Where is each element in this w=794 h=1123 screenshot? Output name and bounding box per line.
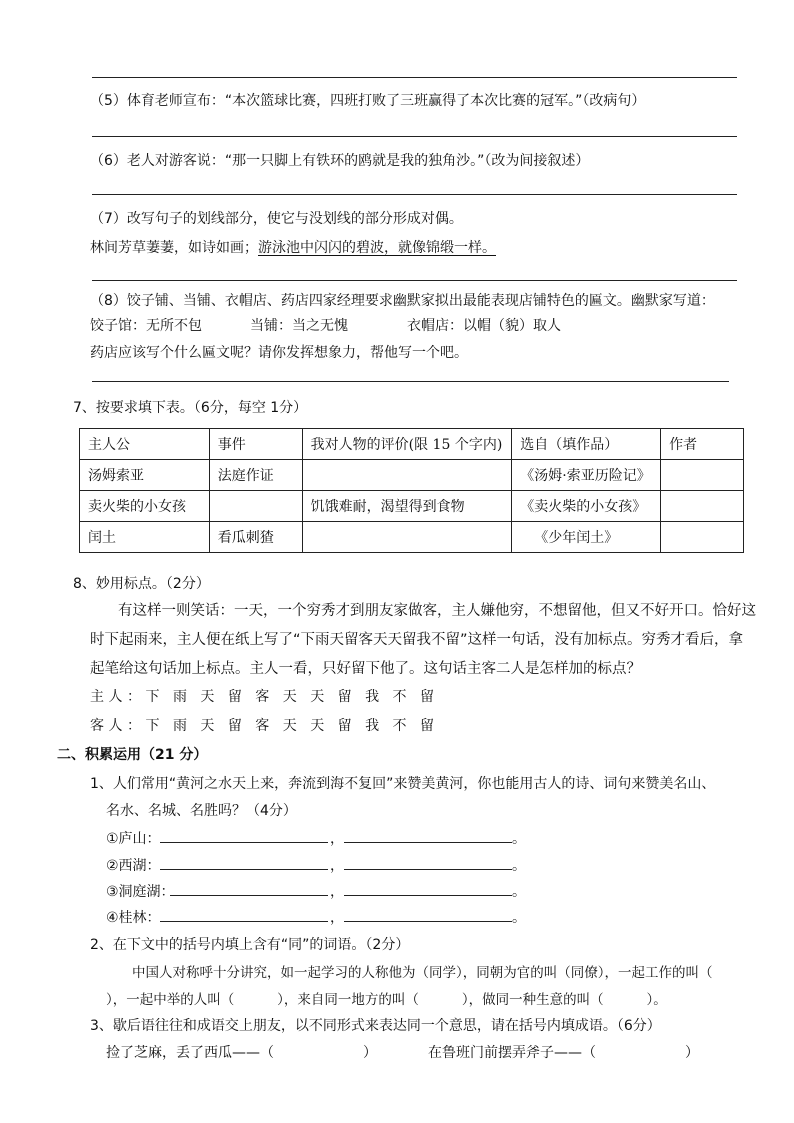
- section-8-paragraph-line1: 有这样一则笑话：一天，一个穷秀才到朋友家做客，主人嫌他穷，不想留他，但又不好开口。恰好这: [118, 603, 756, 619]
- q1-line2: 名水、名城、名胜吗？（4分）: [106, 803, 297, 819]
- question-8-shop2: 当铺：当之无愧: [250, 318, 348, 334]
- question-8-shop3: 衣帽店：以帽（貌）取人: [407, 318, 561, 334]
- blank-line[interactable]: [344, 869, 512, 870]
- table-header-cell: 选自（填作品）: [512, 429, 661, 460]
- answer-line-q8[interactable]: [92, 381, 729, 382]
- q1-line1: 1、人们常用“黄河之水天上来，奔流到海不复回”来赞美黄河，你也能用古人的诗、词句来赞美名山、: [90, 776, 716, 792]
- question-8-shop1: 饺子馆：无所不包: [90, 318, 202, 334]
- comma: ，: [330, 858, 344, 874]
- answer-line-q5[interactable]: [92, 136, 737, 137]
- table-row: [80, 491, 744, 522]
- question-8-line3: 药店应该写个什么匾文呢？请你发挥想象力，帮他写一个吧。: [90, 345, 468, 361]
- q1-item-lushan: ①庐山：: [106, 831, 161, 847]
- question-7-underlined: 游泳池中闪闪的碧波，就像锦缎一样。: [258, 240, 496, 256]
- period: 。: [512, 831, 526, 847]
- answer-line-top: [92, 77, 737, 78]
- answer-line-q6[interactable]: [92, 194, 737, 195]
- table-header-cell: 主人公: [80, 429, 210, 460]
- table-cell: 卖火柴的小女孩: [80, 491, 210, 522]
- table-row: [80, 460, 744, 491]
- q2-line2: 中国人对称呼十分讲究，如一起学习的人称他为（同学），同朝为官的叫（同僚），一起工作的叫（: [132, 965, 713, 981]
- section-8-paragraph-line2: 时下起雨来，主人便在纸上写了“下雨天留客天天留我不留”这样一句话，没有加标点。穷秀才看后，拿: [90, 632, 744, 648]
- fill-table: [79, 428, 744, 553]
- table-cell: 饥饿难耐，渴望得到食物: [302, 491, 512, 522]
- question-5: （5）体育老师宣布：“本次篮球比赛，四班打败了三班赢得了本次比赛的冠军。”（改病句）: [90, 93, 646, 109]
- question-7-prefix: 林间芳草萋萋，如诗如画；: [90, 240, 258, 256]
- period: 。: [512, 910, 526, 926]
- guest-sentence: 客人：下 雨 天 留 客 天 天 留 我 不 留: [90, 718, 439, 734]
- comma: ，: [330, 910, 344, 926]
- q1-item-xihu: ②西湖：: [106, 858, 161, 874]
- table-cell: 《汤姆·索亚历险记》: [512, 460, 661, 491]
- table-cell: 汤姆索亚: [80, 460, 210, 491]
- table-cell: 《卖火柴的小女孩》: [512, 491, 661, 522]
- question-7-sentence: [90, 237, 496, 257]
- table-cell: 闰土: [80, 522, 210, 553]
- question-6: （6）老人对游客说：“那一只脚上有铁环的鸥就是我的独角沙。”（改为间接叙述）: [90, 153, 590, 169]
- host-sentence: 主人：下 雨 天 留 客 天 天 留 我 不 留: [90, 689, 439, 705]
- blank-line[interactable]: [160, 842, 328, 843]
- q1-item-guilin: ④桂林：: [106, 910, 161, 926]
- section-2-title: 二、积累运用（21 分）: [57, 747, 208, 763]
- table-header-cell: 我对人物的评价(限 15 个字内): [302, 429, 512, 460]
- q3-right[interactable]: 在鲁班门前摆弄斧子——（ ）: [428, 1045, 700, 1061]
- table-cell-blank[interactable]: [209, 491, 302, 522]
- blank-line[interactable]: [160, 869, 328, 870]
- table-row: [80, 522, 744, 553]
- question-7-line1: （7）改写句子的划线部分，使它与没划线的部分形成对偶。: [90, 211, 463, 227]
- table-cell-blank[interactable]: [302, 522, 512, 553]
- table-cell-blank[interactable]: [661, 522, 744, 553]
- table-cell: 看瓜刺猹: [209, 522, 302, 553]
- period: 。: [512, 858, 526, 874]
- q2-line1: 2、在下文中的括号内填上含有“同”的词语。（2分）: [90, 937, 410, 953]
- q2-line3: ），一起中举的人叫（ ），来自同一地方的叫（ ），做同一种生意的叫（ ）。: [106, 992, 667, 1008]
- blank-line[interactable]: [160, 921, 328, 922]
- table-header-cell: 作者: [661, 429, 744, 460]
- section-7-title: 7、按要求填下表。（6分，每空 1分）: [73, 400, 308, 416]
- blank-line[interactable]: [344, 921, 512, 922]
- blank-line[interactable]: [170, 895, 328, 896]
- q3-line1: 3、歇后语往往和成语交上朋友，以不同形式来表达同一个意思，请在括号内填成语。（6分）: [90, 1018, 661, 1034]
- table-cell: 《少年闰土》: [512, 522, 661, 553]
- blank-line[interactable]: [344, 895, 512, 896]
- table-cell-blank[interactable]: [302, 460, 512, 491]
- section-8-paragraph-line3: 起笔给这句话加上标点。主人一看，只好留下他了。这句话主客二人是怎样加的标点？: [90, 661, 641, 677]
- table-cell: 法庭作证: [209, 460, 302, 491]
- blank-line[interactable]: [344, 842, 512, 843]
- table-header-cell: 事件: [209, 429, 302, 460]
- q3-left[interactable]: 捡了芝麻，丢了西瓜——（ ）: [106, 1045, 378, 1061]
- table-cell-blank[interactable]: [661, 460, 744, 491]
- answer-line-q7[interactable]: [92, 280, 737, 281]
- table-cell-blank[interactable]: [661, 491, 744, 522]
- comma: ，: [330, 884, 344, 900]
- comma: ，: [330, 831, 344, 847]
- q1-item-dongtinghu: ③洞庭湖：: [106, 884, 175, 900]
- table-header-row: [80, 429, 744, 460]
- period: 。: [512, 884, 526, 900]
- section-8-title: 8、妙用标点。（2分）: [73, 576, 210, 592]
- question-8-line1: （8）饺子铺、当铺、衣帽店、药店四家经理要求幽默家拟出最能表现店铺特色的匾文。幽默家写道：: [90, 293, 715, 309]
